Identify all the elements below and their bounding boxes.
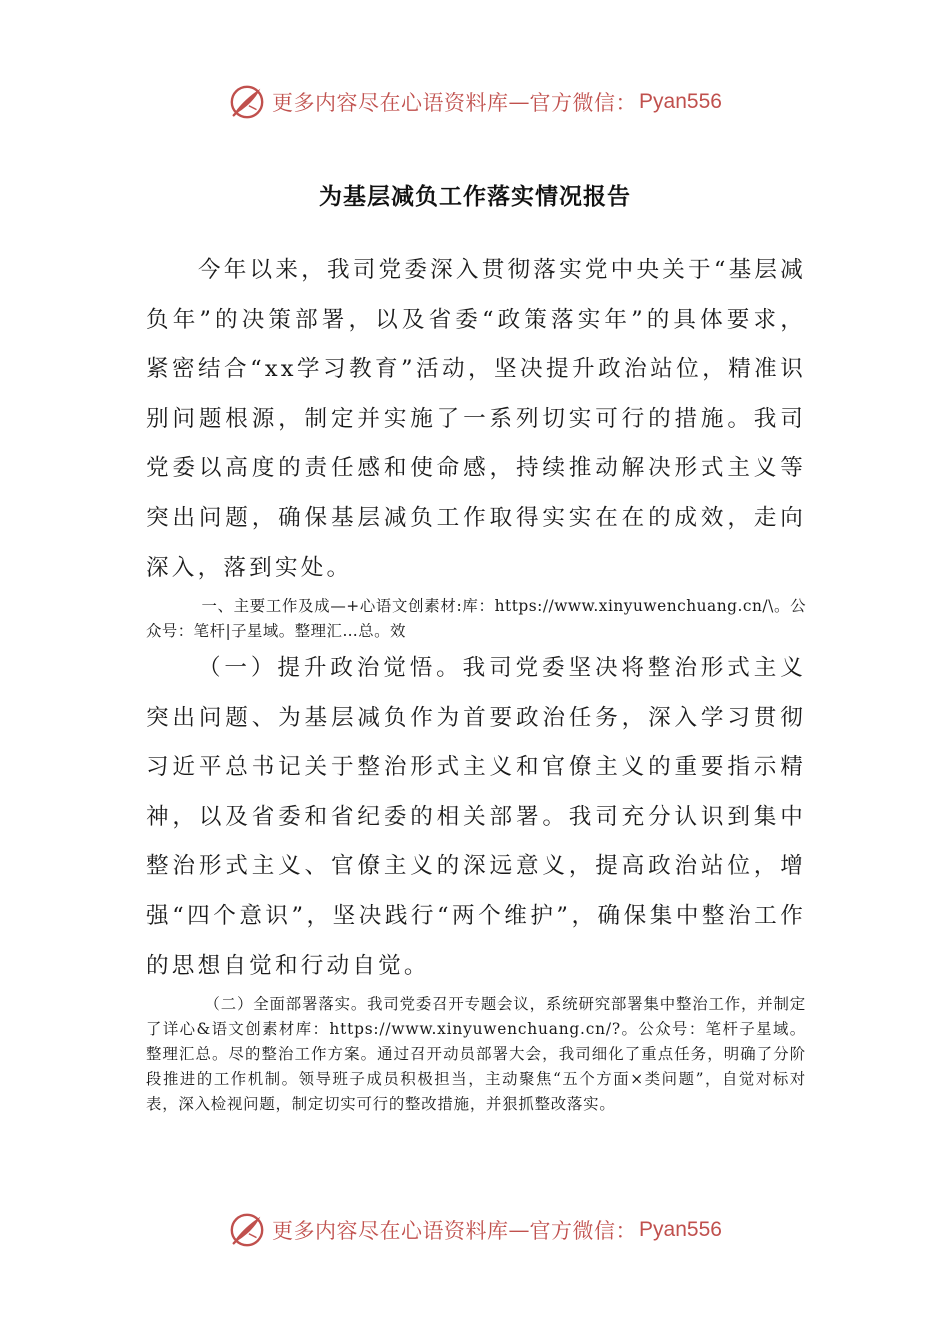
quill-pen-logo-icon xyxy=(228,1211,266,1249)
banner-separator: — xyxy=(508,1218,530,1242)
banner-handle-label: 官方微信： xyxy=(529,1219,638,1243)
paragraph-deployment: （二）全面部署落实。我司党委召开专题会议，系统研究部署集中整治工作，并制定了详心&语文创素材库：https://www.xinyuwenchuang.cn/?。公众号：笔杆子星域。整理汇总。尽的整治工作方案。通过召开动员部署大会，我司细化了重点任务，明确了分阶段推进的工作机制。领导班子成员积极担当，主动聚焦“五个方面×类问题”，自觉对标对表，深入检视问题，制定切实可行的整改措施，并狠抓整改落实。 xyxy=(146,995,806,1113)
banner-handle: Pyan556 xyxy=(639,90,722,113)
document-title: 为基层减负工作落实情况报告 xyxy=(319,183,631,210)
banner-handle: Pyan556 xyxy=(639,1218,722,1241)
paragraph-intro: 今年以来，我司党委深入贯彻落实党中央关于“基层减负年”的决策部署，以及省委“政策落实年”的具体要求，紧密结合“xx学习教育”活动，坚决提升政治站位，精准识别问题根源，制定并实施了一系列切实可行的措施。我司党委以高度的责任感和使命感，持续推动解决形式主义等突出问题，确保基层减负工作取得实实在在的成效，走向深入，落到实处。 xyxy=(146,257,806,581)
footer-banner xyxy=(0,1208,950,1252)
header-banner xyxy=(0,80,950,124)
banner-text: 更多内容尽在心语资料库 xyxy=(272,1219,509,1243)
paragraph-section-heading: 一、主要工作及成—+心语文创素材:库：https://www.xinyuwenchuang.cn/\。公众号：笔杆|子星域。整理汇…总。效 xyxy=(146,597,806,640)
quill-pen-logo-icon xyxy=(228,83,266,121)
banner-handle-label: 官方微信： xyxy=(529,91,638,115)
banner-separator: — xyxy=(508,90,530,114)
paragraph-political-awareness: （一）提升政治觉悟。我司党委坚决将整治形式主义突出问题、为基层减负作为首要政治任务，深入学习贯彻习近平总书记关于整治形式主义和官僚主义的重要指示精神，以及省委和省纪委的相关部署。我司充分认识到集中整治形式主义、官僚主义的深远意义，提高政治站位，增强“四个意识”，坚决践行“两个维护”，确保集中整治工作的思想自觉和行动自觉。 xyxy=(146,655,806,979)
banner-text: 更多内容尽在心语资料库 xyxy=(272,91,509,115)
